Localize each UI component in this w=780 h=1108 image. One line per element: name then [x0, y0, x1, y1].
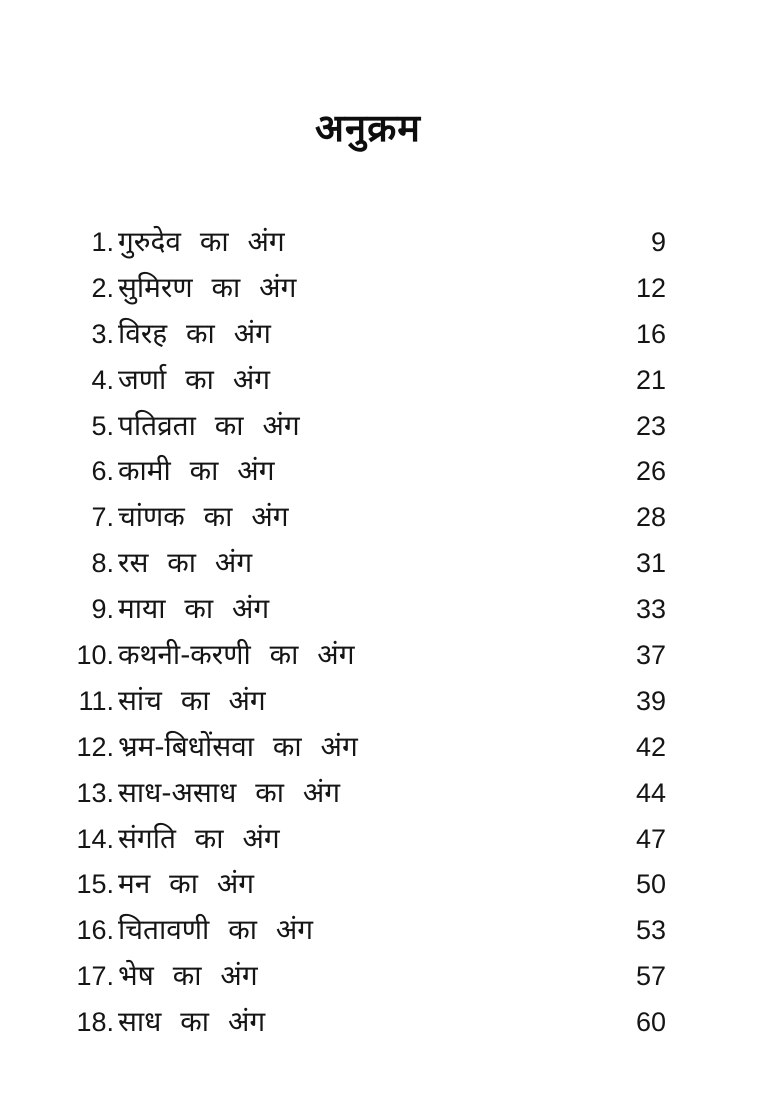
- toc-entry-page: 9: [650, 227, 666, 257]
- toc-entry: [50, 543, 670, 589]
- toc-entry: [50, 681, 670, 727]
- toc-entry: [50, 864, 670, 910]
- toc-entry: [50, 451, 670, 497]
- toc-entry-page: 42: [635, 731, 666, 762]
- toc-entry: [50, 589, 670, 635]
- toc-entry-page: 39: [635, 685, 666, 716]
- toc-entry-title: चितावणी का अंग: [118, 913, 314, 947]
- toc-entry-number: 7.: [91, 502, 114, 533]
- toc-entry: [50, 406, 670, 452]
- toc-entry: [50, 773, 670, 819]
- toc-entry: [50, 268, 670, 314]
- toc-entry-page: 44: [635, 777, 666, 808]
- toc-entry-number: 2.: [91, 272, 114, 303]
- toc-entry-number: 3.: [91, 318, 114, 349]
- toc-entry-title: चांणक का अंग: [118, 500, 289, 534]
- page-title: अनुक्रम: [314, 106, 422, 151]
- toc-entry: [50, 635, 670, 681]
- toc-entry-number: 18.: [76, 1007, 114, 1038]
- toc-entry-title: सांच का अंग: [118, 683, 266, 717]
- toc-entry-title: कामी का अंग: [118, 454, 275, 488]
- toc-entry-page: 53: [635, 915, 666, 946]
- toc-entry-page: 21: [635, 364, 666, 395]
- toc-entry-title: कथनी-करणी का अंग: [118, 638, 355, 672]
- toc-entry-page: 50: [635, 869, 666, 900]
- toc-entry: [50, 360, 670, 406]
- toc-entry-number: 1.: [91, 227, 114, 257]
- toc-entry-title: संगति का अंग: [118, 821, 280, 855]
- toc-entry-number: 14.: [76, 823, 114, 854]
- toc-entry-page: 37: [635, 640, 666, 671]
- toc-entry-number: 8.: [91, 548, 114, 579]
- toc-entry-title: साध-असाध का अंग: [118, 775, 341, 809]
- toc-entry: [50, 819, 670, 865]
- toc-entry: [50, 727, 670, 773]
- toc-entry-page: 31: [635, 548, 666, 579]
- toc-entry-title: मन का अंग: [118, 867, 254, 901]
- toc-entry-page: 28: [635, 502, 666, 533]
- toc-entry: [50, 956, 670, 1002]
- toc-entry: [50, 314, 670, 360]
- table-of-contents: [50, 222, 670, 1048]
- toc-entry-title: गुरुदेव का अंग: [118, 225, 285, 258]
- toc-entry-page: 47: [635, 823, 666, 854]
- toc-entry-number: 16.: [76, 915, 114, 946]
- toc-entry: [50, 222, 670, 268]
- toc-entry-page: 60: [635, 1007, 666, 1038]
- toc-entry-page: 33: [635, 594, 666, 625]
- toc-entry-title: विरह का अंग: [118, 316, 271, 350]
- toc-entry-number: 9.: [91, 594, 114, 625]
- toc-entry-title: पतिव्रता का अंग: [118, 408, 300, 442]
- toc-entry-number: 5.: [91, 410, 114, 441]
- toc-entry-number: 11.: [78, 685, 114, 716]
- toc-entry-page: 57: [635, 961, 666, 992]
- toc-entry-number: 12.: [76, 731, 114, 762]
- toc-entry-page: 16: [635, 318, 666, 349]
- toc-entry: [50, 910, 670, 956]
- toc-entry-number: 6.: [91, 456, 114, 487]
- toc-entry: [50, 1002, 670, 1048]
- toc-entry-page: 26: [635, 456, 666, 487]
- toc-entry-number: 17.: [76, 961, 114, 992]
- toc-entry-title: जर्णा का अंग: [118, 362, 270, 396]
- toc-entry-page: 23: [635, 410, 666, 441]
- toc-entry-page: 12: [635, 272, 666, 303]
- toc-entry-title: भ्रम-बिधोंसवा का अंग: [118, 729, 358, 763]
- toc-entry-title: साध का अंग: [118, 1005, 266, 1039]
- toc-entry-number: 10.: [76, 640, 114, 671]
- toc-entry-number: 4.: [91, 364, 114, 395]
- toc-entry-title: रस का अंग: [118, 546, 253, 580]
- toc-entry-title: सुमिरण का अंग: [118, 270, 297, 304]
- toc-entry-number: 13.: [76, 777, 114, 808]
- toc-entry-title: भेष का अंग: [118, 959, 258, 993]
- toc-entry: [50, 497, 670, 543]
- toc-entry-number: 15.: [76, 869, 114, 900]
- toc-entry-title: माया का अंग: [118, 592, 270, 626]
